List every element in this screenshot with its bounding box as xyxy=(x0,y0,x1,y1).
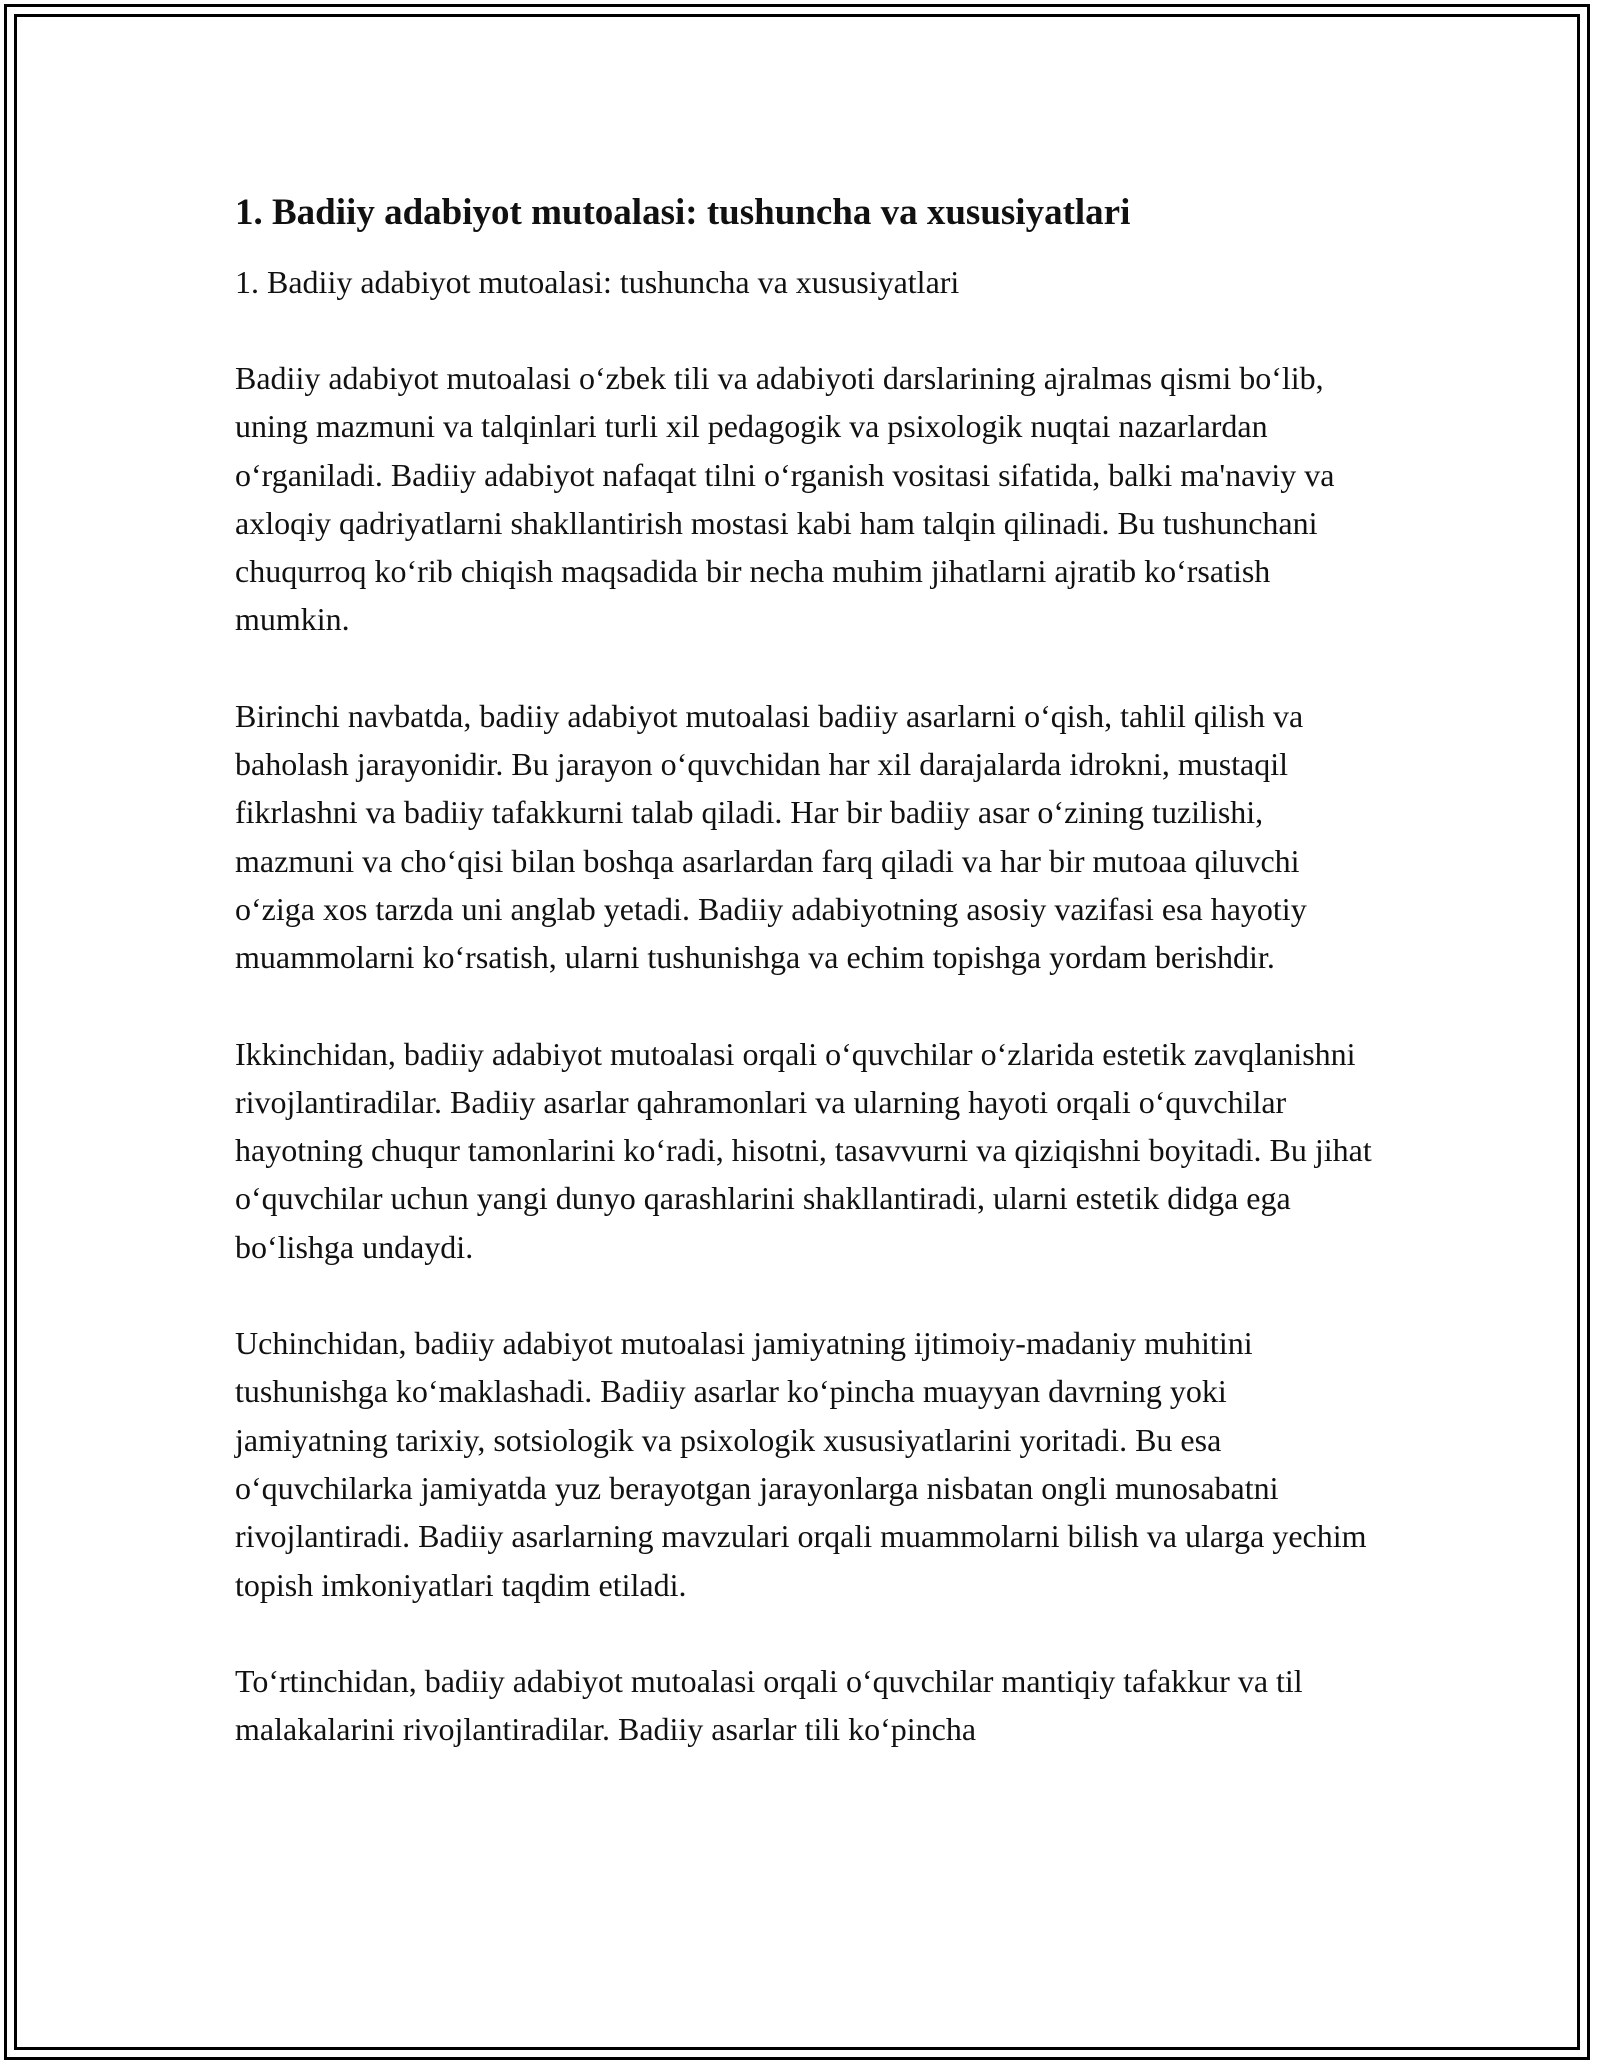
document-body xyxy=(235,188,1385,1753)
paragraph-fourth-point: To‘rtinchidan, badiiy adabiyot mutoalasi orqali o‘quvchilar mantiqiy tafakkur va til malakalarini rivojlantiradilar. Badiiy asarlar tili ko‘pincha xyxy=(235,1662,1303,1748)
paragraph-second-point: Ikkinchidan, badiiy adabiyot mutoalasi orqali o‘quvchilar o‘zlarida estetik zavqlanishni rivojlantiradilar. Badiiy asarlar qahramonlari va ularning hayoti orqali o‘quvchilar hayotning chuqur tamonlarini ko‘radi, hisotni, tasavvurni va qiziqishni boyitadi. Bu jihat o‘quvchilar uchun yangi dunyo qarashlarini shakllantiradi, ularni estetik didga ega bo‘lishga undaydi. xyxy=(235,1035,1372,1265)
paragraph-third-point: Uchinchidan, badiiy adabiyot mutoalasi jamiyatning ijtimoiy-madaniy muhitini tushunishga ko‘maklashadi. Badiiy asarlar ko‘pincha muayyan davrning yoki jamiyatning tarixiy, sotsiologik va psixologik xususiyatlarini yoritadi. Bu esa o‘quvchilarka jamiyatda yuz berayotgan jarayonlarga nisbatan ongli munosabatni rivojlantiradi. Badiiy asarlarning mavzulari orqali muammolarni bilish va ularga yechim topish imkoniyatlari taqdim etiladi. xyxy=(235,1325,1367,1603)
paragraph-intro: Badiiy adabiyot mutoalasi o‘zbek tili va adabiyoti darslarining ajralmas qismi bo‘lib, uning mazmuni va talqinlari turli xil pedagogik va psixologik nuqtai nazarlardan o‘rganiladi. Badiiy adabiyot nafaqat tilni o‘rganish vositasi sifatida, balki ma'naviy va axloqiy qadriyatlarni shakllantirish mostasi kabi ham talqin qilinadi. Bu tushunchani chuqurroq ko‘rib chiqish maqsadida bir necha muhim jihatlarni ajratib ko‘rsatish mumkin. xyxy=(235,360,1335,638)
document-heading: 1. Badiiy adabiyot mutoalasi: tushuncha va xususiyatlari xyxy=(235,192,1131,233)
paragraph-first-point: Birinchi navbatda, badiiy adabiyot mutoalasi badiiy asarlarni o‘qish, tahlil qilish va baholash jarayonidir. Bu jarayon o‘quvchidan har xil darajalarda idrokni, mustaqil fikrlashni va badiiy tafakkurni talab qiladi. Har bir badiiy asar o‘zining tuzilishi, mazmuni va cho‘qisi bilan boshqa asarlardan farq qiladi va har bir mutoaa qiluvchi o‘ziga xos tarzda uni anglab yetadi. Badiiy adabiyotning asosiy vazifasi esa hayotiy muammolarni ko‘rsatish, ularni tushunishga va echim topishga yordam berishdir. xyxy=(235,697,1307,976)
document-subheading: 1. Badiiy adabiyot mutoalasi: tushuncha va xususiyatlari xyxy=(235,264,960,300)
